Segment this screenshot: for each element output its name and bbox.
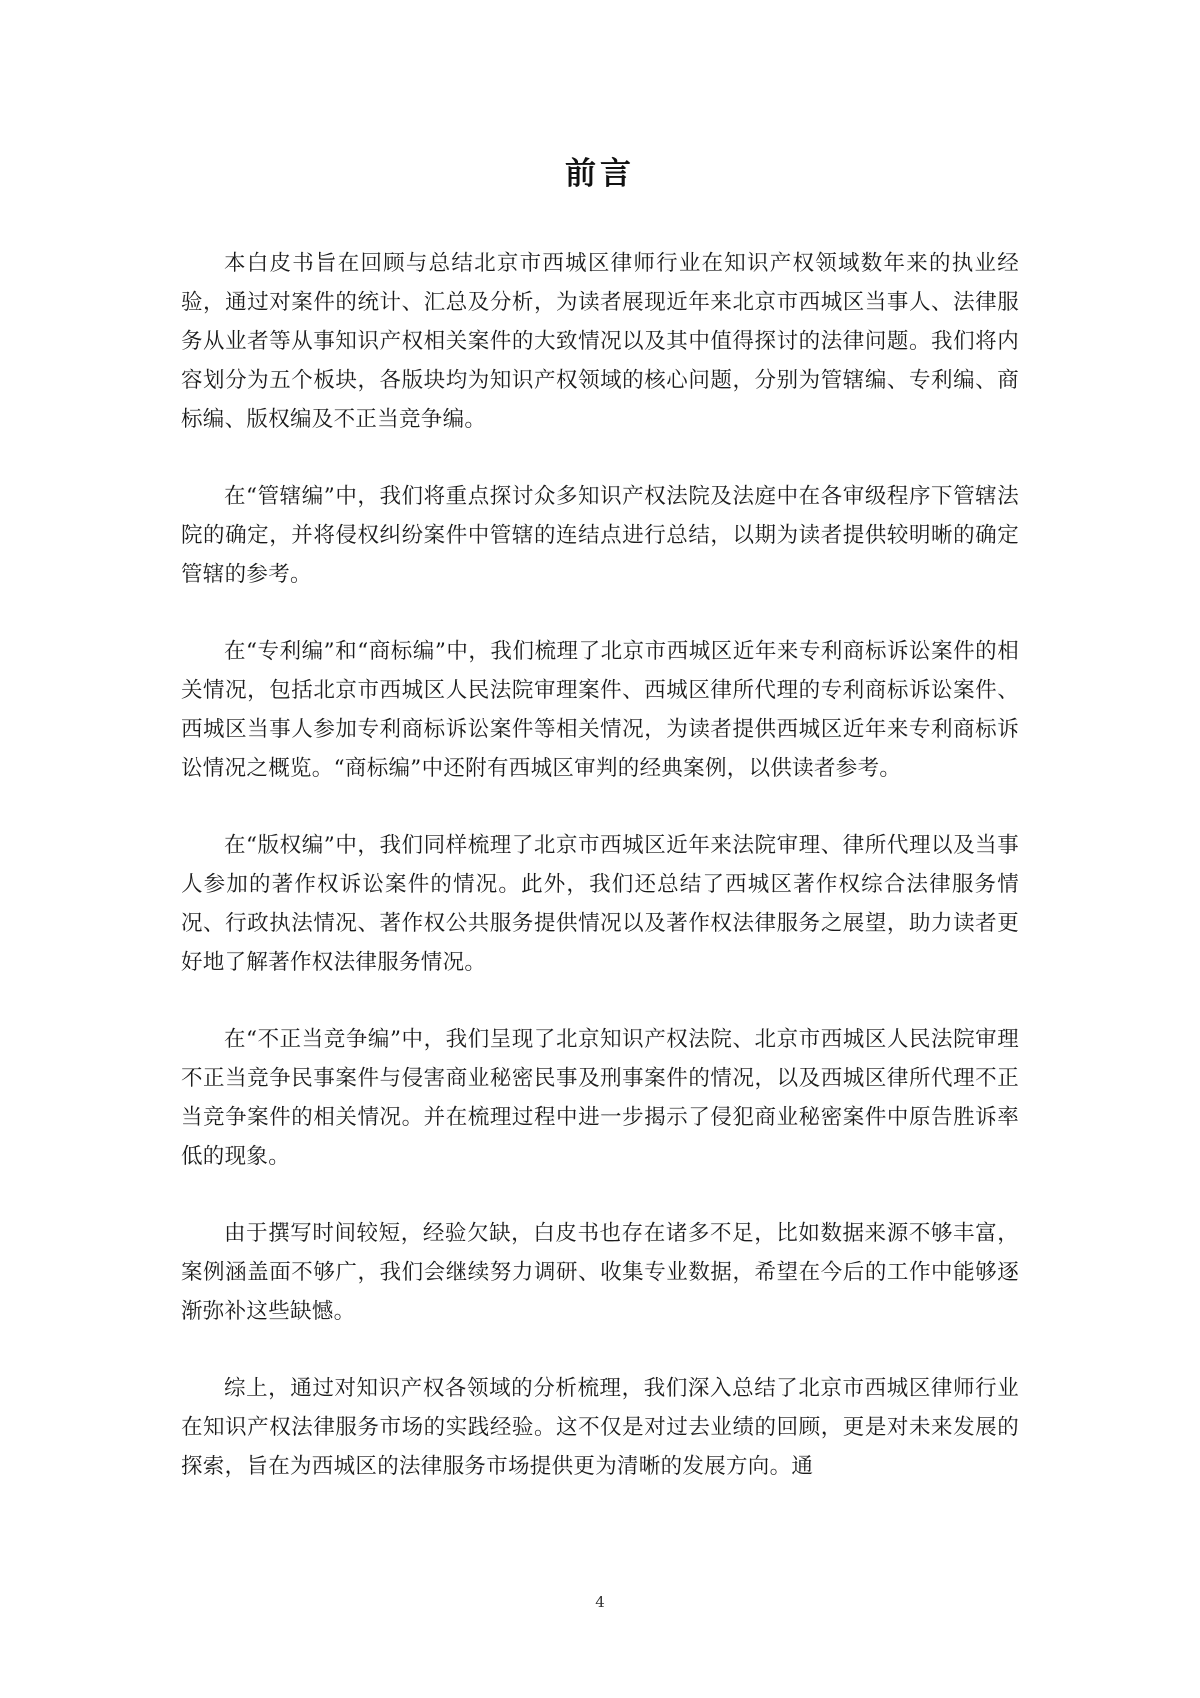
- document-body: [181, 244, 1019, 1524]
- paragraph-copyright: 在“版权编”中，我们同样梳理了北京市西城区近年来法院审理、律所代理以及当事人参加的著作权诉讼案件的情况。此外，我们还总结了西城区著作权综合法律服务情况、行政执法情况、著作权公共服务提供情况以及著作权法律服务之展望，助力读者更好地了解著作权法律服务情况。: [181, 833, 1019, 975]
- paragraph-intro: 本白皮书旨在回顾与总结北京市西城区律师行业在知识产权领域数年来的执业经验，通过对案件的统计、汇总及分析，为读者展现近年来北京市西城区当事人、法律服务从业者等从事知识产权相关案件的大致情况以及其中值得探讨的法律问题。我们将内容划分为五个板块，各版块均为知识产权领域的核心问题，分别为管辖编、专利编、商标编、版权编及不正当竞争编。: [181, 251, 1019, 432]
- paragraph-unfair-competition: 在“不正当竞争编”中，我们呈现了北京知识产权法院、北京市西城区人民法院审理不正当竞争民事案件与侵害商业秘密民事及刑事案件的情况，以及西城区律所代理不正当竞争案件的相关情况。并在梳理过程中进一步揭示了侵犯商业秘密案件中原告胜诉率低的现象。: [181, 1027, 1019, 1169]
- paragraph-limitations: 由于撰写时间较短，经验欠缺，白皮书也存在诸多不足，比如数据来源不够丰富，案例涵盖面不够广，我们会继续努力调研、收集专业数据，希望在今后的工作中能够逐渐弥补这些缺憾。: [181, 1221, 1019, 1324]
- paragraph-summary: 综上，通过对知识产权各领域的分析梳理，我们深入总结了北京市西城区律师行业在知识产权法律服务市场的实践经验。这不仅是对过去业绩的回顾，更是对未来发展的探索，旨在为西城区的法律服务市场提供更为清晰的发展方向。通: [181, 1376, 1019, 1479]
- paragraph-jurisdiction: 在“管辖编”中，我们将重点探讨众多知识产权法院及法庭中在各审级程序下管辖法院的确定，并将侵权纠纷案件中管辖的连结点进行总结，以期为读者提供较明晰的确定管辖的参考。: [181, 484, 1019, 587]
- page-title: 前言: [565, 156, 635, 192]
- paragraph-patent-trademark: 在“专利编”和“商标编”中，我们梳理了北京市西城区近年来专利商标诉讼案件的相关情况，包括北京市西城区人民法院审理案件、西城区律所代理的专利商标诉讼案件、西城区当事人参加专利商标诉讼案件等相关情况，为读者提供西城区近年来专利商标诉讼情况之概览。“商标编”中还附有西城区审判的经典案例，以供读者参考。: [181, 639, 1019, 781]
- page-number: 4: [595, 1593, 605, 1611]
